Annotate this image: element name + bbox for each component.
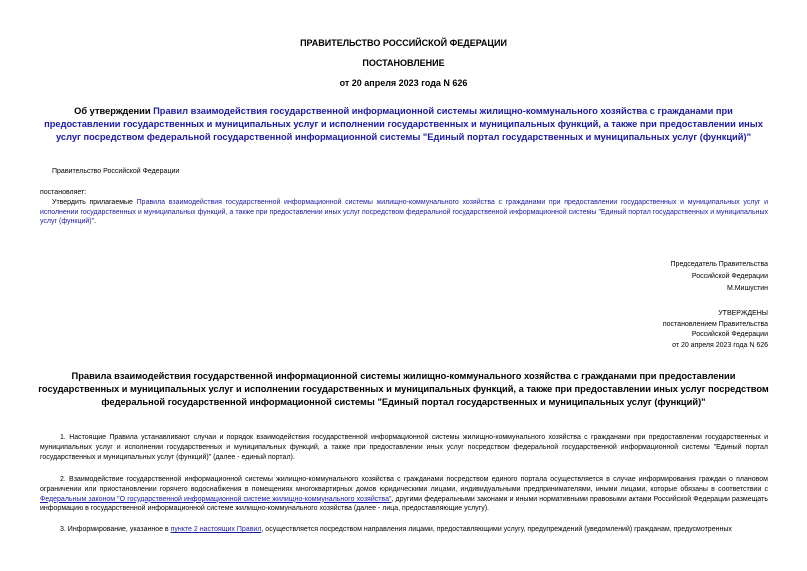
title-prefix: Об утверждении [74, 106, 154, 116]
paragraph-1: 1. Настоящие Правила устанавливают случаи и порядок взаимодействия государственной информационной системы жилищно-коммунального хозяйства с гражданами при предоставлении государственных и муниципальных услуг и исполнении государственных и муниципальных функций, а также при предоставлении иных услуг посредством федеральной государственной информационной системы "Единый портал государственных и муниципальных услуг (функций)" (далее - единый портал). [40, 434, 768, 461]
federal-law-link[interactable]: Федеральным законом "О государственной информационной системе жилищно-коммунального хозяйства" [40, 495, 392, 503]
paragraph-3-text-b: , осуществляется посредством направления лицами, предоставляющими услугу, предупреждений (уведомлений) гражданам, предусмотренных [261, 526, 732, 533]
paragraph-2-text-a: 2. Взаимодействие государственной информационной системы жилищно-коммунального хозяйства с гражданами посредством единого портала осуществляется в случае информирования граждан о плановом ограничении или приостановлении горячего водоснабжения в помещениях многоквартирных домов юридическими лицами, индивидуальными предпринимателями, иными лицами, которые обязаны в соответствии с [40, 476, 768, 493]
doc-date-number: от 20 апреля 2023 года N 626 [339, 78, 468, 88]
approval-by: постановлением Правительства [662, 320, 768, 328]
title-rules-link[interactable]: Правил взаимодействия государственной информационной системы жилищно-коммунального хозяйства с гражданами при предоставлении государственных и муниципальных услуг и исполнении государственных и муниципальных функций, а также при предоставлении иных услуг посредством федеральной государственной информационной системы "Единый портал государственных и муниципальных услуг (функций)" [44, 106, 763, 142]
signature-country: Российской Федерации [691, 273, 768, 280]
preamble-decides: постановляет: [40, 189, 87, 196]
doc-type-heading: ПОСТАНОВЛЕНИЕ [362, 58, 445, 68]
paragraph-3 [40, 525, 768, 535]
approve-rules-link[interactable]: Правила взаимодействия государственной информационной системы жилищно-коммунального хозяйства с гражданами при предоставлении государственных и муниципальных услуг и исполнении государственных и муниципальных функций, а также при предоставлении иных услуг посредством федеральной государственной информационной системы "Единый портал государственных и муниципальных услуг (функций)" [40, 199, 768, 225]
approval-heading: УТВЕРЖДЕНЫ [718, 310, 768, 317]
paragraph-3-text-a: 3. Информирование, указанное в [60, 526, 171, 533]
rules-point-2-link[interactable]: пункте 2 настоящих Правил [170, 526, 262, 533]
rules-title: Правила взаимодействия государственной информационной системы жилищно-коммунального хозяйства с гражданами при предоставлении государственных и муниципальных услуг и исполнении государственных и муниципальных функций, а также при предоставлении иных услуг посредством федеральной государственной информационной системы "Единый портал государственных и муниципальных услуг (функций)" [38, 371, 769, 407]
preamble-government: Правительство Российской Федерации [52, 168, 180, 175]
document-title [40, 105, 767, 144]
approve-suffix: . [94, 218, 97, 225]
signature-position: Председатель Правительства [670, 261, 768, 268]
approval-country: Российской Федерации [691, 331, 768, 338]
approve-paragraph [40, 198, 768, 227]
approval-date: от 20 апреля 2023 года N 626 [672, 341, 768, 349]
approval-stamp [560, 309, 768, 351]
government-heading: ПРАВИТЕЛЬСТВО РОССИЙСКОЙ ФЕДЕРАЦИИ [300, 38, 507, 48]
paragraph-2-text-b: , другими федеральными законами и иными нормативными правовыми актами Российской Федерации размещать информацию в государственной информационной системе жилищно-коммунального хозяйства (далее - лица, предоставляющие услугу). [40, 495, 768, 513]
approve-prefix: Утвердить прилагаемые [52, 199, 137, 206]
signature-name: М.Мишустин [726, 285, 768, 292]
signature-block [560, 259, 768, 295]
paragraph-2 [40, 475, 768, 514]
